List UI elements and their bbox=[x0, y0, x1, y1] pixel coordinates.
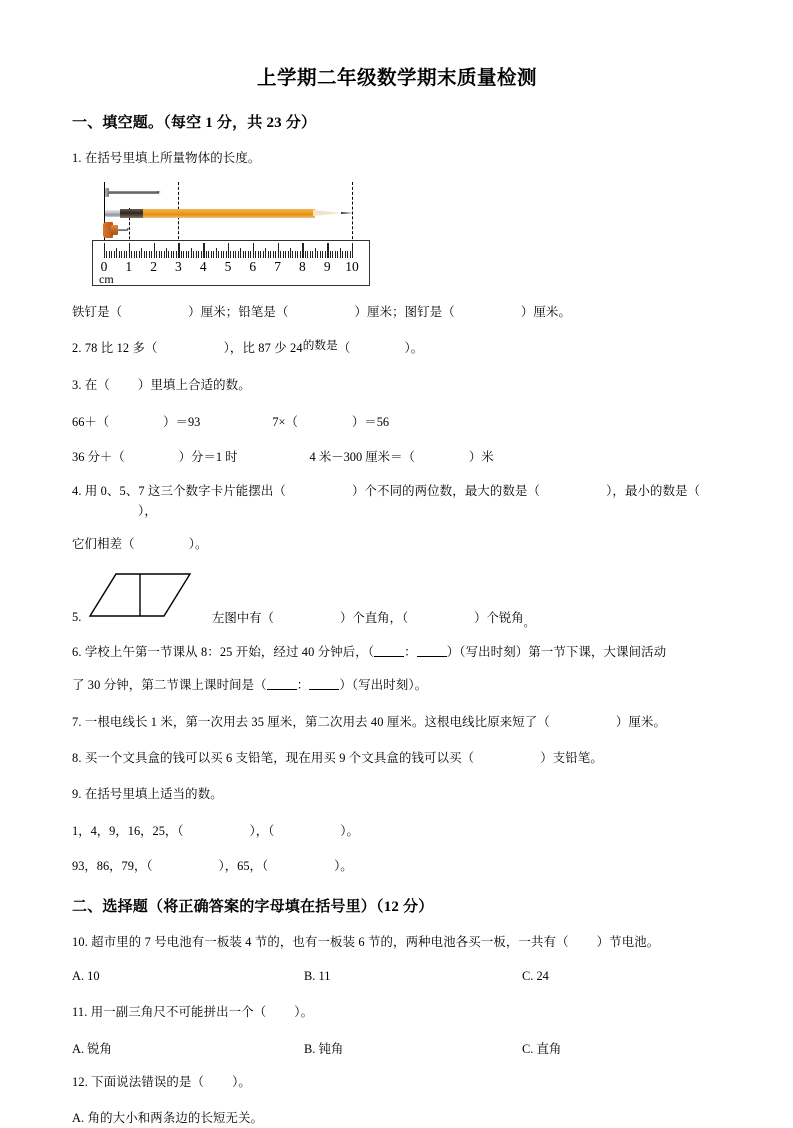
q10-option-a[interactable]: A. 10 bbox=[72, 968, 100, 983]
ruler-tick bbox=[156, 251, 157, 258]
ruler-tick bbox=[121, 251, 122, 258]
q6-blank-hour-2[interactable] bbox=[267, 678, 297, 691]
ruler-tick-label: 5 bbox=[224, 259, 232, 275]
ruler-tick bbox=[181, 251, 182, 258]
ruler-tick bbox=[320, 251, 321, 258]
ruler-tick bbox=[149, 251, 150, 258]
q6-text-2: ）（写出时刻）第一节下课，大课间活动 bbox=[446, 645, 667, 660]
q4-text-3: ），最小的数是（ bbox=[606, 484, 701, 499]
ruler-tick bbox=[211, 251, 212, 258]
q8-text-2: ）支铅笔。 bbox=[540, 750, 603, 765]
ruler-tick bbox=[245, 251, 246, 258]
ruler-tick bbox=[129, 243, 130, 258]
q11-text-1: 11. 用一副三角尺不可能拼出一个（ bbox=[72, 1004, 267, 1019]
question-3-equation-row-1 bbox=[72, 412, 722, 430]
q1-label-nail: 铁钉是（ bbox=[72, 305, 123, 320]
page-title: 上学期二年级数学期末质量检测 bbox=[256, 68, 537, 89]
ruler-tick bbox=[263, 251, 264, 258]
ruler-tick bbox=[288, 251, 289, 258]
ruler-tick bbox=[171, 251, 172, 258]
ruler-tick bbox=[109, 251, 110, 258]
ruler-tick-label: 1 bbox=[125, 259, 133, 275]
ruler-tick bbox=[228, 243, 229, 258]
question-10-stem bbox=[72, 932, 722, 952]
ruler-tick bbox=[290, 248, 291, 258]
q10-text-1: 10. 超市里的 7 号电池有一板装 4 节的，也有一板装 6 节的，两种电池各买一板，一共有（ bbox=[72, 934, 569, 949]
ruler-tick bbox=[176, 251, 177, 258]
ruler-tick bbox=[159, 251, 160, 258]
q7-text-2: ）厘米。 bbox=[615, 714, 667, 729]
q11-text-2: ）。 bbox=[294, 1004, 314, 1019]
ruler-tick bbox=[233, 251, 234, 258]
q6-blank-hour-1[interactable] bbox=[374, 645, 404, 658]
question-4-line-1 bbox=[72, 481, 722, 521]
q8-text-1: 8. 买一个文具盒的钱可以买 6 支铅笔，现在用买 9 个文具盒的钱可以买（ bbox=[72, 750, 475, 765]
ruler-tick bbox=[342, 251, 343, 258]
ruler-tick bbox=[208, 251, 209, 258]
q9-seq2-b: ），65，（ bbox=[218, 858, 269, 873]
ruler-tick bbox=[106, 251, 107, 258]
ruler-tick bbox=[240, 248, 241, 258]
q5-text-b: ）个直角，（ bbox=[339, 611, 409, 626]
ruler-tick bbox=[345, 251, 346, 258]
q4-text-1: 4. 用 0、5、7 这三个数字卡片能摆出（ bbox=[72, 484, 286, 499]
q3-eq4-right: ）米 bbox=[468, 450, 494, 465]
ruler-tick bbox=[203, 243, 204, 258]
parallelogram-figure bbox=[86, 570, 194, 620]
question-9-sequence-2 bbox=[72, 856, 722, 874]
iron-nail-icon bbox=[105, 188, 159, 197]
ruler-tick bbox=[327, 243, 328, 258]
ruler-tick bbox=[317, 251, 318, 258]
ruler-tick bbox=[325, 251, 326, 258]
ruler-tick bbox=[330, 251, 331, 258]
thumbtack-pin-tip bbox=[127, 228, 131, 230]
question-10-options bbox=[72, 969, 722, 986]
question-9-stem: 9. 在括号里填上适当的数。 bbox=[72, 786, 223, 801]
ruler-tick bbox=[310, 251, 311, 258]
ruler-tick bbox=[307, 251, 308, 258]
ruler-tick bbox=[193, 251, 194, 258]
ruler-tick bbox=[238, 251, 239, 258]
pencil-band bbox=[120, 209, 144, 218]
ruler-tick bbox=[104, 243, 105, 258]
ruler-tick bbox=[300, 251, 301, 258]
thumbtack-icon bbox=[103, 222, 133, 238]
question-11-stem bbox=[72, 1002, 722, 1022]
ruler-tick bbox=[250, 251, 251, 258]
ruler-tick bbox=[315, 248, 316, 258]
q9-seq2-a: 93，86，79，（ bbox=[72, 858, 153, 873]
q5-text-d: 。 bbox=[523, 617, 535, 630]
ruler-tick bbox=[347, 251, 348, 258]
q10-option-c[interactable]: C. 24 bbox=[522, 968, 549, 983]
ruler-tick bbox=[141, 248, 142, 258]
ruler-tick bbox=[201, 251, 202, 258]
question-8 bbox=[72, 748, 722, 768]
question-6-line-2 bbox=[72, 675, 722, 695]
question-5-text bbox=[212, 608, 535, 630]
pencil-icon bbox=[105, 208, 353, 219]
ruler-tick bbox=[255, 251, 256, 258]
question-5 bbox=[72, 576, 722, 630]
ruler-tick-label: 6 bbox=[249, 259, 257, 275]
q4-text-2: ）个不同的两位数，最大的数是（ bbox=[351, 484, 541, 499]
ruler-tick bbox=[131, 251, 132, 258]
q4-text-5: 它们相差（ bbox=[72, 537, 135, 552]
q10-option-b[interactable]: B. 11 bbox=[304, 968, 331, 983]
ruler-tick bbox=[196, 251, 197, 258]
q9-seq1-c: ）。 bbox=[340, 823, 359, 838]
ruler-tick bbox=[295, 251, 296, 258]
pencil-wood-tip bbox=[313, 210, 343, 216]
question-1-stem: 1. 在括号里填上所量物体的长度。 bbox=[72, 151, 261, 165]
q11-option-a[interactable]: A. 锐角 bbox=[72, 1042, 112, 1056]
ruler-tick bbox=[265, 248, 266, 258]
pencil-body bbox=[143, 209, 315, 218]
ruler-tick-label: 3 bbox=[175, 259, 182, 275]
q3-stem-a: 3. 在（ bbox=[72, 377, 110, 392]
ruler-tick bbox=[216, 248, 217, 258]
question-12-stem bbox=[72, 1072, 722, 1092]
q9-seq2-c: ）。 bbox=[334, 858, 353, 873]
ruler-tick bbox=[186, 251, 187, 258]
q5-text-a: 左图中有（ bbox=[212, 611, 274, 626]
question-2 bbox=[72, 338, 722, 359]
q1-label-tack: ）厘米；图钉是（ bbox=[354, 305, 455, 320]
ruler-tick bbox=[253, 243, 254, 258]
ruler-tick-label: 9 bbox=[323, 259, 331, 275]
question-3-equation-row-2 bbox=[72, 447, 722, 465]
ruler-tick bbox=[124, 251, 125, 258]
ruler-tick bbox=[126, 251, 127, 258]
ruler-tick bbox=[166, 248, 167, 258]
q9-seq1-b: ），（ bbox=[249, 823, 275, 838]
q9-seq1-a: 1，4，9，16，25，（ bbox=[72, 823, 184, 838]
nail-tip bbox=[157, 191, 161, 193]
q2-text-4: （ bbox=[337, 341, 351, 356]
ruler-tick bbox=[144, 251, 145, 258]
question-11-options bbox=[72, 1039, 722, 1056]
ruler-tick bbox=[168, 251, 169, 258]
ruler-tick bbox=[151, 251, 152, 258]
ruler-tick bbox=[322, 251, 323, 258]
ruler-tick bbox=[114, 251, 115, 258]
ruler-tick bbox=[183, 251, 184, 258]
ruler-tick bbox=[206, 251, 207, 258]
ruler-tick bbox=[188, 251, 189, 258]
ruler-tick-label: 7 bbox=[274, 259, 281, 275]
ruler-tick bbox=[243, 251, 244, 258]
ruler-tick bbox=[235, 251, 236, 258]
ruler-tick bbox=[154, 243, 155, 258]
ruler-tick-labels bbox=[100, 259, 359, 277]
q2-text-2: ），比 87 少 24 bbox=[223, 341, 303, 356]
q5-text-c: ）个锐角 bbox=[474, 611, 524, 626]
ruler-tick bbox=[268, 251, 269, 258]
ruler-tick bbox=[352, 243, 353, 258]
q10-text-2: ）节电池。 bbox=[596, 934, 660, 949]
q3-eq2-left: 7×（ bbox=[272, 415, 298, 430]
ruler-tick bbox=[146, 251, 147, 258]
ruler-tick bbox=[198, 251, 199, 258]
q6-text-4: ）（写出时刻）。 bbox=[339, 678, 428, 693]
q6-colon-2: ： bbox=[296, 678, 310, 693]
q3-eq2-right: ）＝56 bbox=[351, 415, 390, 430]
q3-eq3-right: ）分＝1 时 bbox=[178, 450, 238, 465]
ruler-tick bbox=[226, 251, 227, 258]
ruler-tick bbox=[173, 251, 174, 258]
ruler-tick bbox=[136, 251, 137, 258]
ruler-tick-label: 8 bbox=[299, 259, 306, 275]
question-5-number: 5. bbox=[72, 610, 82, 625]
q6-text-1: 6. 学校上午第一节课从 8：25 开始，经过 40 分钟后，（ bbox=[72, 645, 375, 660]
ruler-tick bbox=[260, 251, 261, 258]
ruler-tick bbox=[218, 251, 219, 258]
question-12-options bbox=[72, 1108, 722, 1128]
q11-option-b[interactable]: B. 钝角 bbox=[304, 1042, 344, 1056]
ruler-tick bbox=[164, 251, 165, 258]
ruler-tick bbox=[111, 251, 112, 258]
ruler-tick bbox=[270, 251, 271, 258]
ruler-tick bbox=[337, 251, 338, 258]
ruler-unit-label: cm bbox=[99, 272, 114, 287]
ruler-tick-label: 0 bbox=[100, 259, 108, 275]
question-1-answer-line bbox=[72, 302, 722, 322]
ruler-measurement-figure bbox=[84, 178, 374, 286]
nail-shaft bbox=[108, 191, 159, 195]
question-7 bbox=[72, 712, 722, 732]
ruler-tick bbox=[332, 251, 333, 258]
ruler-tick bbox=[258, 251, 259, 258]
ruler-tick bbox=[230, 251, 231, 258]
ruler-tick bbox=[285, 251, 286, 258]
q3-eq1-right: ）＝93 bbox=[163, 415, 201, 430]
ruler-tick bbox=[280, 251, 281, 258]
q3-eq1-left: 66＋（ bbox=[72, 415, 110, 430]
q1-label-end: ）厘米。 bbox=[520, 305, 571, 320]
pencil-lead-tip bbox=[341, 212, 353, 214]
q4-text-6: ）。 bbox=[188, 537, 208, 552]
ruler-tick bbox=[223, 251, 224, 258]
ruler-tick bbox=[119, 251, 120, 258]
q2-text-5: ）。 bbox=[404, 341, 424, 356]
q6-text-3: 了 30 分钟，第二节课上课时间是（ bbox=[72, 678, 267, 693]
ruler-tick bbox=[297, 251, 298, 258]
page-content bbox=[72, 0, 722, 1128]
q1-label-pencil: ）厘米；铅笔是（ bbox=[188, 305, 289, 320]
question-6-line-1 bbox=[72, 642, 722, 662]
q3-eq3-left: 36 分＋（ bbox=[72, 450, 125, 465]
ruler-tick bbox=[275, 251, 276, 258]
ruler-tick bbox=[312, 251, 313, 258]
q2-text-3: 的数是 bbox=[302, 339, 338, 353]
q6-blank-minute-1[interactable] bbox=[417, 645, 447, 658]
question-9-sequence-1 bbox=[72, 821, 722, 839]
ruler-tick bbox=[134, 251, 135, 258]
ruler-tick bbox=[178, 243, 179, 258]
question-3-stem bbox=[72, 375, 722, 395]
ruler-tick bbox=[278, 243, 279, 258]
q11-option-c[interactable]: C. 直角 bbox=[522, 1042, 562, 1056]
q7-text-1: 7. 一根电线长 1 米，第一次用去 35 厘米，第二次用去 40 厘米。这根电线比原来短了（ bbox=[72, 714, 550, 729]
ruler-tick-label: 10 bbox=[345, 259, 359, 275]
section-heading-fill-in-blanks: 一、填空题。（每空 1 分，共 23 分） bbox=[72, 115, 317, 131]
q12-option-a[interactable]: A. 角的大小和两条边的长短无关。 bbox=[72, 1111, 264, 1126]
ruler-tick-label: 2 bbox=[150, 259, 157, 275]
q6-colon-1: ： bbox=[404, 645, 417, 660]
ruler-tick bbox=[340, 248, 341, 258]
question-4-line-2 bbox=[72, 534, 722, 554]
ruler-tick bbox=[221, 251, 222, 258]
ruler-tick bbox=[213, 251, 214, 258]
ruler-tick bbox=[350, 251, 351, 258]
section-heading-multiple-choice: 二、选择题（将正确答案的字母填在括号里）（12 分） bbox=[72, 898, 434, 915]
ruler-ticks bbox=[104, 242, 352, 258]
ruler-tick bbox=[273, 251, 274, 258]
q12-text-1: 12. 下面说法错误的是（ bbox=[72, 1075, 205, 1089]
q2-text-1: 2. 78 比 12 多（ bbox=[72, 341, 158, 356]
q4-text-4: ）， bbox=[138, 504, 157, 519]
ruler-tick bbox=[292, 251, 293, 258]
ruler-tick bbox=[283, 251, 284, 258]
ruler-tick bbox=[191, 248, 192, 258]
q12-text-2: ）。 bbox=[232, 1075, 251, 1089]
q6-blank-minute-2[interactable] bbox=[309, 678, 339, 691]
ruler-tick bbox=[248, 251, 249, 258]
ruler-tick bbox=[116, 248, 117, 258]
q3-eq4-left: 4 米－300 厘米＝（ bbox=[309, 450, 415, 465]
ruler-tick-label: 4 bbox=[199, 259, 207, 275]
q3-stem-b: ）里填上合适的数。 bbox=[137, 377, 251, 392]
ruler-tick bbox=[161, 251, 162, 258]
ruler-tick bbox=[139, 251, 140, 258]
ruler-tick bbox=[305, 251, 306, 258]
ruler-tick bbox=[302, 243, 303, 258]
ruler-tick bbox=[335, 251, 336, 258]
